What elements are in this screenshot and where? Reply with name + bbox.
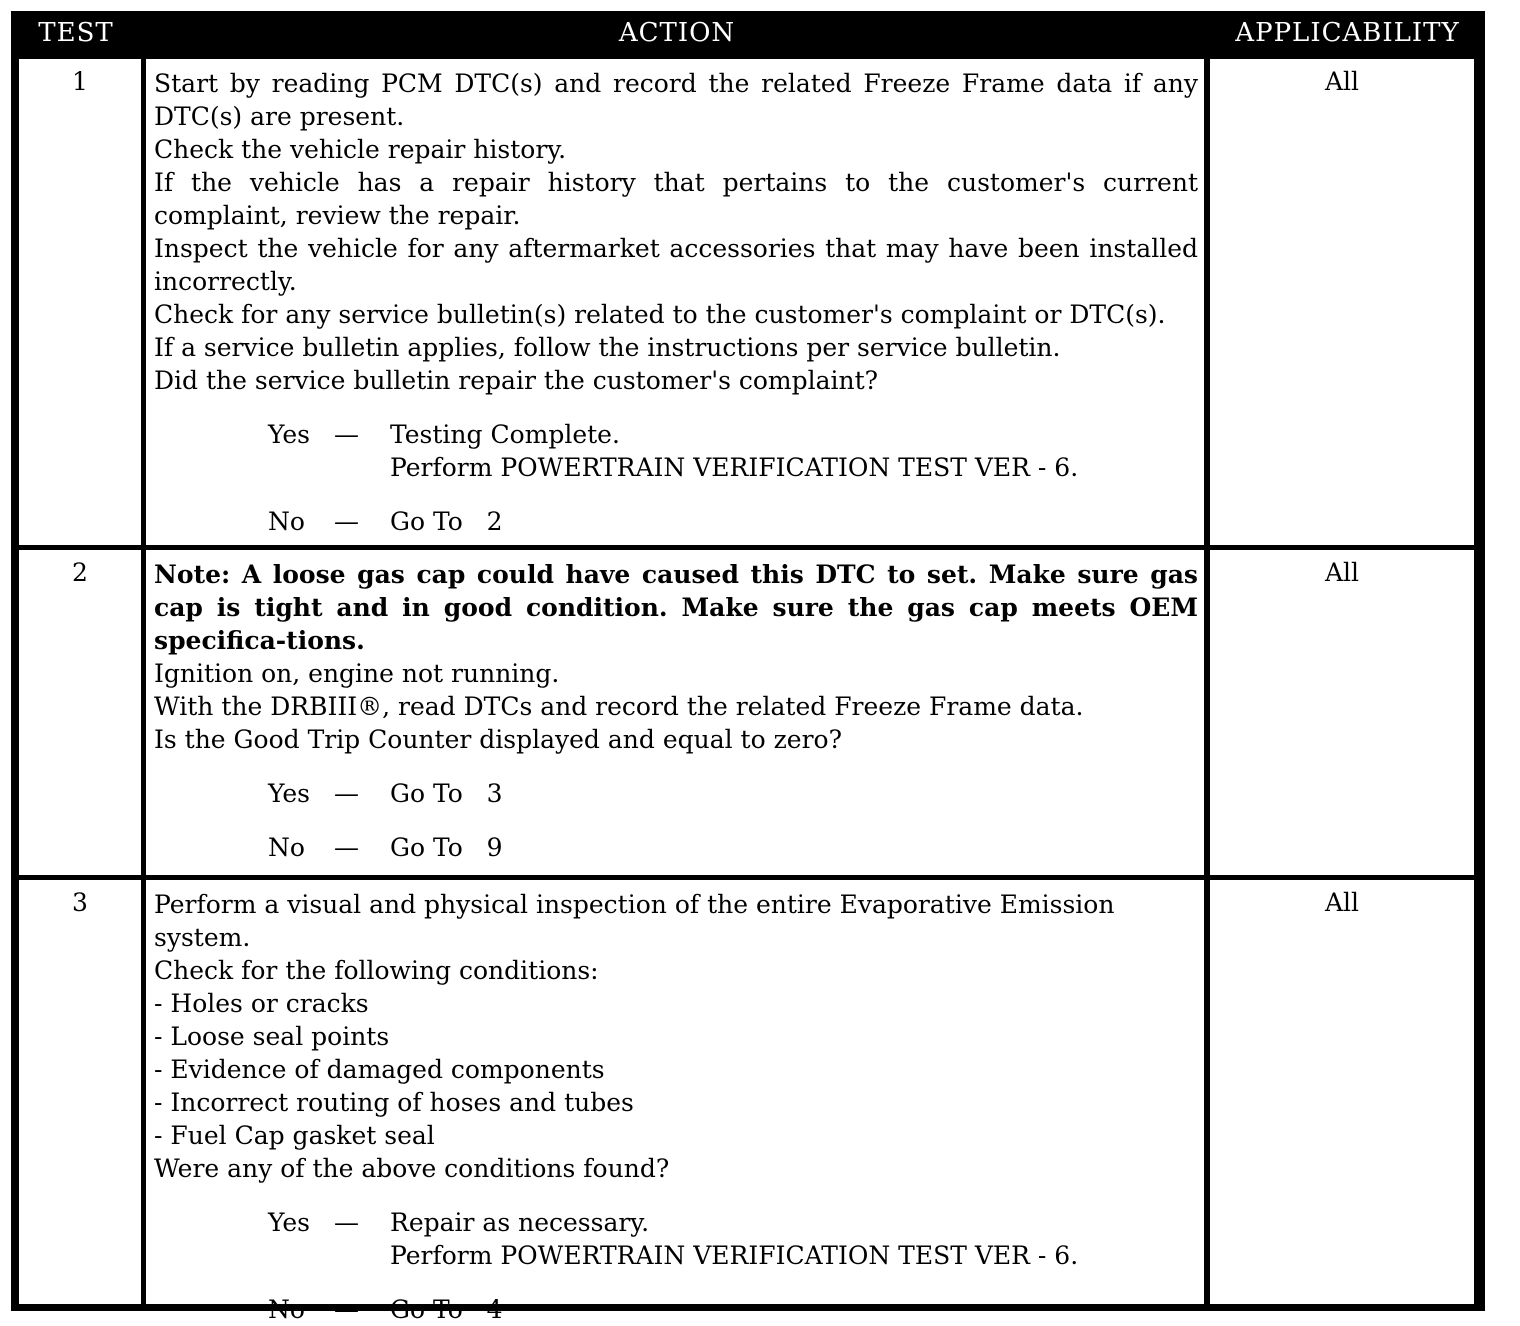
action-cell [146,59,1204,545]
no-label: No [268,507,305,536]
applicability-value: All [1210,550,1474,875]
arrow-dash: — [334,507,359,536]
yes-label: Yes [268,420,310,449]
action-line: - Fuel Cap gasket seal [154,1121,435,1150]
header-test: TEST [38,18,114,48]
action-line: Is the Good Trip Counter displayed and equal to zero? [154,725,842,754]
header-action: ACTION [618,18,736,48]
yes-outcome: Go To 3 [390,779,503,808]
arrow-dash: — [334,779,359,808]
action-line: If a service bulletin applies, follow the instructions per service bulletin. [154,333,1061,362]
applicability-value: All [1210,880,1474,1304]
note-text: Note: A loose gas cap could have caused this DTC to set. Make sure gas cap is tight and in good condition. Make sure the gas cap meets OEM specifica-tions. [154,560,1198,655]
no-outcome: Go To 9 [390,833,503,862]
yes-response [268,418,1198,484]
action-line: Did the service bulletin repair the customer's complaint? [154,366,879,395]
applicability-value: All [1210,59,1474,545]
action-line: Start by reading PCM DTC(s) and record the related Freeze Frame data if any DTC(s) are present. [154,69,1198,131]
yes-label: Yes [268,779,310,808]
action-line: Ignition on, engine not running. [154,659,560,688]
action-line: Check the vehicle repair history. [154,135,567,164]
action-line: - Incorrect routing of hoses and tubes [154,1088,634,1117]
action-line: Perform a visual and physical inspection of the entire Evaporative Emission system. [154,890,1115,952]
no-response [268,505,1198,538]
action-line: - Loose seal points [154,1022,390,1051]
diagnostic-test-table [11,11,1485,1324]
action-line: Were any of the above conditions found? [154,1154,670,1183]
action-line: With the DRBIII®, read DTCs and record the related Freeze Frame data. [154,692,1084,721]
test-number: 3 [19,880,141,1304]
yes-outcome: Repair as necessary. Perform POWERTRAIN VERIFICATION TEST VER - 6. [390,1208,1079,1270]
no-label: No [268,833,305,862]
action-line: - Holes or cracks [154,989,369,1018]
action-line: If the vehicle has a repair history that pertains to the customer's current complaint, review the repair. [154,168,1198,230]
action-line: Check for the following conditions: [154,956,599,985]
header-applicability: APPLICABILITY [1235,18,1460,48]
no-outcome: Go To 4 [390,1295,503,1324]
arrow-dash: — [334,1208,359,1237]
test-number: 1 [19,59,141,545]
yes-label: Yes [268,1208,310,1237]
test-number: 2 [19,550,141,875]
arrow-dash: — [334,420,359,449]
arrow-dash: — [334,1295,359,1324]
arrow-dash: — [334,833,359,862]
action-line: - Evidence of damaged components [154,1055,605,1084]
action-cell [146,550,1204,875]
no-label: No [268,1295,305,1324]
action-line: Check for any service bulletin(s) related to the customer's complaint or DTC(s). [154,300,1166,329]
yes-response [268,1206,1198,1272]
yes-response [268,777,1198,810]
yes-outcome: Testing Complete. Perform POWERTRAIN VERIFICATION TEST VER - 6. [390,420,1079,482]
action-line: Inspect the vehicle for any aftermarket accessories that may have been installed incorrectly. [154,234,1198,296]
no-outcome: Go To 2 [390,507,503,536]
no-response [268,831,1198,864]
no-response [268,1293,1198,1326]
action-cell [146,880,1204,1324]
